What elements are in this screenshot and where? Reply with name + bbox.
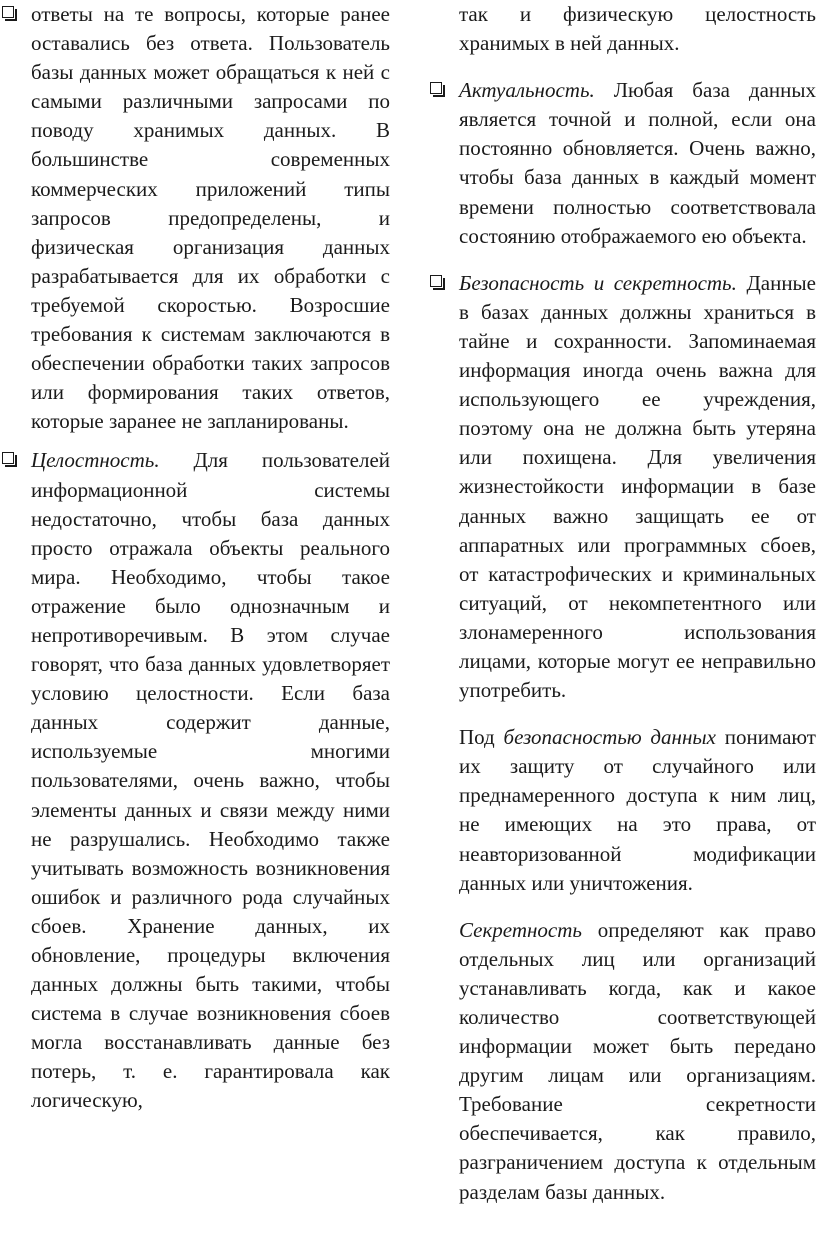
- security-lead: Под: [459, 725, 504, 750]
- left-column: [0, 0, 390, 1125]
- term-secrecy: Секретность: [459, 917, 582, 942]
- list-item-actuality: [428, 76, 816, 251]
- list-item-security: [428, 269, 816, 705]
- checkbox-bullet-icon: [2, 6, 14, 18]
- secrecy-def-text: определяют как право отдельных лиц или организаций устанавливать когда, как и какое количество соответствующей информации может быть передано другим лицам или организациям. Требование секретности обеспечивается, как правило, разграничением доступа к отдельным разделам базы данных.: [459, 917, 816, 1204]
- security-definition: [459, 723, 816, 898]
- paragraph-text: [459, 76, 816, 251]
- actuality-text: Любая база данных является точной и полной, если она постоянно обновляется. Очень важно, чтобы база данных в каждый момент времени полностью соответствовала состоянию отображаемого ею объекта.: [459, 78, 816, 248]
- paragraph-text: [459, 269, 816, 705]
- list-item-integrity: [0, 446, 390, 1115]
- continuation-text: так и физическую целостность хранимых в ней данных.: [459, 2, 816, 56]
- term-actuality: Актуальность.: [459, 78, 595, 103]
- security-text: Данные в базах данных должны храниться в тайне и сохранности. Запоминаемая информация иногда очень важна для использующего ее учреждения, поэтому она не должна быть утеряна или похищена. Для увеличения жизнестойкости информации в базе данных важно защищать ее от аппаратных или программных сбоев, от катастрофических и криминальных ситуаций, от некомпетентного или злонамеренного использования лицами, которые могут ее неправильно употребить.: [459, 270, 816, 703]
- checkbox-bullet-icon: [430, 82, 442, 94]
- secrecy-definition: [459, 916, 816, 1207]
- list-item: [0, 0, 390, 436]
- paragraph-text: ответы на те вопросы, которые ранее оставались без ответа. Пользователь базы данных может обращаться к ней с самыми различными запросами по поводу хранимых данных. В большинстве современных коммерческих приложений типы запросов предопределены, и физическая организация данных разрабатывается для их обработки с требуемой скоростью. Возросшие требования к системам заключаются в обеспечении обработки таких запросов или формирования таких ответов, которые заранее не запланированы.: [31, 2, 390, 434]
- term-integrity: Целостность.: [31, 448, 160, 473]
- right-column: [428, 0, 816, 1215]
- checkbox-bullet-icon: [2, 452, 14, 464]
- integrity-text: Для пользователей информационной системы недостаточно, чтобы база данных просто отражала объекты реального мира. Необходимо, чтобы такое отражение было однозначным и непротиворечивым. В этом случае говорят, что база данных удовлетворяет условию целостности. Если база данных содержит данные, используемые многими пользователями, очень важно, чтобы элементы данных и связи между ними не разрушались. Необходимо также учитывать возможность возникновения ошибок и различного рода случайных сбоев. Хранение данных, их обновление, процедуры включения данных должны быть такими, чтобы система в случае возникновения сбоев могла восстанавливать данные без потерь, т. е. гарантировала как логическую,: [31, 448, 390, 1113]
- checkbox-bullet-icon: [430, 275, 442, 287]
- term-security: Безопасность и секретность.: [459, 270, 737, 295]
- term-data-security: безопасностью данных: [503, 725, 716, 750]
- paragraph-text: [31, 446, 390, 1115]
- security-def-text: понимают их защиту от случайного или преднамеренного доступа к ним лиц, не имеющих на это права, от неавторизованной модификации данных или уничтожения.: [459, 725, 816, 895]
